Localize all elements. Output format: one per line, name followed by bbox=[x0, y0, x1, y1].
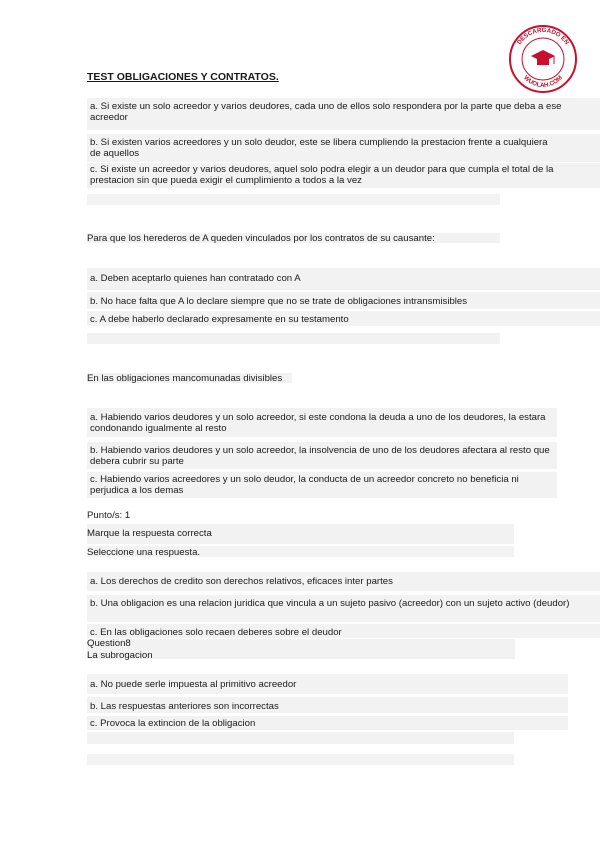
feedback-band bbox=[87, 333, 500, 344]
q5-option-b[interactable]: b. Las respuestas anteriores son incorrectas bbox=[90, 701, 279, 712]
q1-option-a[interactable]: a. Si existe un solo acreedor y varios deudores, cada uno de ellos solo respondera por la parte que deba a ese acreedor bbox=[90, 101, 562, 123]
wuolah-stamp-logo bbox=[508, 24, 578, 94]
q3-option-a[interactable]: a. Habiendo varios deudores y un solo acreedor, si este condona la deuda a uno de los deudores, la estara condonando igualmente al resto bbox=[90, 412, 546, 434]
q4-option-c[interactable]: c. En las obligaciones solo recaen deberes sobre el deudor bbox=[90, 627, 342, 638]
q5-prompt: La subrogacion bbox=[87, 650, 153, 661]
q3-option-c[interactable]: c. Habiendo varios acreedores y un solo deudor, la conducta de un acreedor concreto no beneficia ni perjudica a los demas bbox=[90, 474, 519, 496]
q4-select-prompt: Seleccione una respuesta. bbox=[87, 547, 201, 558]
feedback-band bbox=[87, 732, 514, 744]
q4-option-b[interactable]: b. Una obligacion es una relacion juridica que vincula a un sujeto pasivo (acreedor) con un sujeto activo (deudor) bbox=[90, 598, 570, 609]
q1-option-c[interactable]: c. Si existe un acreedor y varios deudores, aquel solo podra elegir a un deudor para que cumpla el total de la prestacion sin que pueda exigir el cumplimiento a todos a la vez bbox=[90, 164, 554, 186]
q3-option-b[interactable]: b. Habiendo varios deudores y un solo acreedor, la insolvencia de uno de los deudores afectara al resto que debera cubrir su parte bbox=[90, 445, 550, 467]
feedback-band bbox=[87, 194, 500, 205]
q5-option-a[interactable]: a. No puede serle impuesta al primitivo acreedor bbox=[90, 679, 297, 690]
svg-text:DESCARGADO EN: DESCARGADO EN bbox=[515, 26, 571, 47]
q4-option-a[interactable]: a. Los derechos de credito son derechos relativos, eficaces inter partes bbox=[90, 576, 393, 587]
q4-points: Punto/s: 1 bbox=[87, 510, 131, 521]
q2-option-c[interactable]: c. A debe haberlo declarado expresamente en su testamento bbox=[90, 314, 349, 325]
q2-option-a[interactable]: a. Deben aceptarlo quienes han contratado con A bbox=[90, 273, 301, 284]
document-title: TEST OBLIGACIONES Y CONTRATOS. bbox=[87, 71, 279, 83]
q2-option-b[interactable]: b. No hace falta que A lo declare siempre que no se trate de obligaciones intransmisibles bbox=[90, 296, 468, 307]
q5-option-c[interactable]: c. Provoca la extincion de la obligacion bbox=[90, 718, 256, 729]
q4-instruction: Marque la respuesta correcta bbox=[87, 528, 212, 539]
feedback-band bbox=[87, 754, 514, 765]
q3-prompt: En las obligaciones mancomunadas divisibles bbox=[87, 373, 283, 384]
q1-option-b[interactable]: b. Si existen varios acreedores y un solo deudor, este se libera cumpliendo la prestacion frente a cualquiera de aquellos bbox=[90, 137, 548, 159]
q2-prompt: Para que los herederos de A queden vinculados por los contratos de su causante: bbox=[87, 233, 435, 244]
svg-text:WUOLAH.COM: WUOLAH.COM bbox=[522, 74, 564, 90]
q5-label: Question8 bbox=[87, 638, 131, 649]
